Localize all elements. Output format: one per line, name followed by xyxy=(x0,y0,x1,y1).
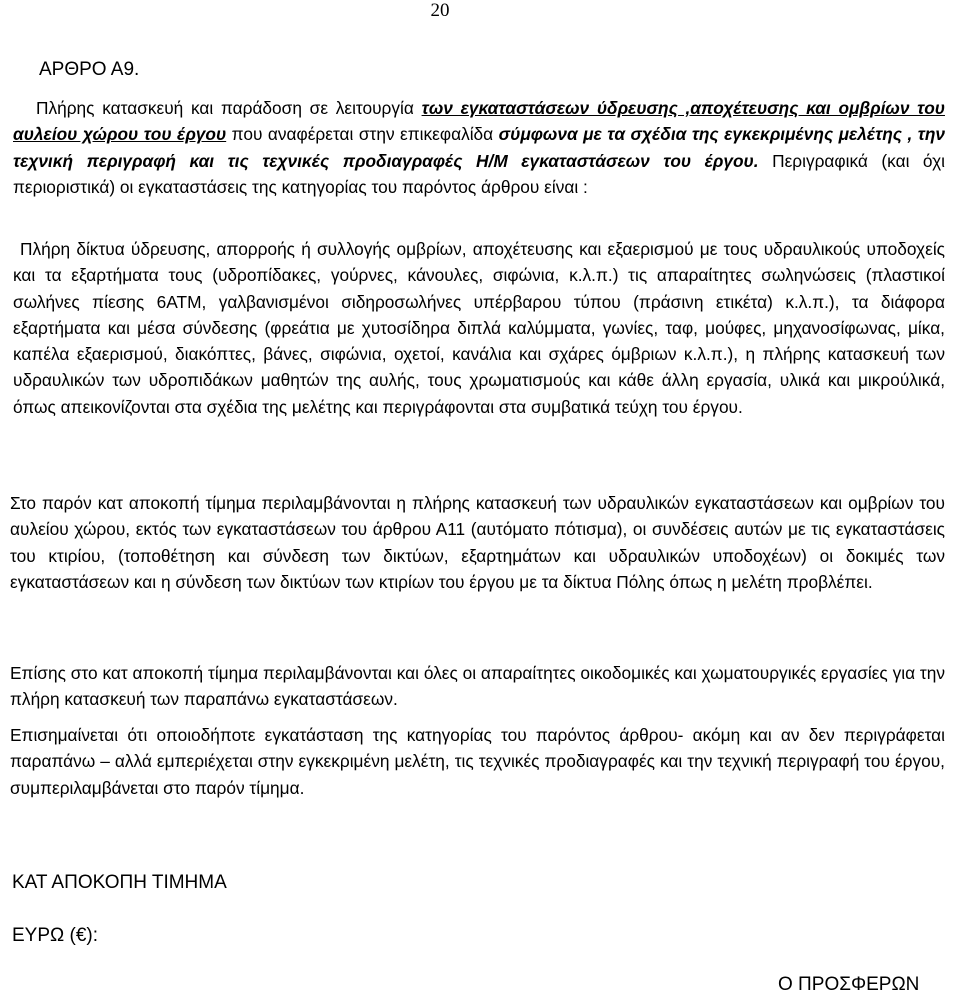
works-description: των εγκαταστάσεων ύδρευσης ,αποχέτευσης και ομβρίων του αυλείου χώρου του έργου xyxy=(13,98,945,145)
scope-intro: Πλήρης κατασκευή και παράδοση σε λειτουργία xyxy=(36,98,422,118)
scope-tail: Περιγραφικά (και όχι περιοριστικά) οι εγκαταστάσεις της κατηγορίας του παρόντος άρθρου είναι : xyxy=(13,150,945,197)
lump-sum-inclusions-paragraph: Στο παρόν κατ αποκοπή τίμημα περιλαμβάνονται η πλήρης κατασκευή των υδραυλικών εγκαταστάσεων και ομβρίων του αυλείου χώρου, εκτός των εγκαταστάσεων του άρθρου Α11 (αυτόματο πότισμα), οι συνδέσεις αυτών με τις εγκαταστάσεις του κτιρίου, (τοποθέτηση και σύνδεση των δικτύων, εξαρτημάτων και υδραυλικών υποδοχέων) οι δοκιμές των εγκαταστάσεων και η σύνδεση των δικτύων των κτιρίων του έργου με τα δίκτυα Πόλης όπως η μελέτη προβλέπει. xyxy=(10,493,945,592)
bidder-label: Ο ΠΡΟΣΦΕΡΩΝ xyxy=(778,974,920,995)
article-title: ΑΡΘΡΟ Α9. xyxy=(39,59,140,80)
earthworks-paragraph: Επίσης στο κατ αποκοπή τίμημα περιλαμβάνονται και όλες οι απαραίτητες οικοδομικές και χωματουργικές εργασίες για την πλήρη κατασκευή των παραπάνω εγκαταστάσεων. xyxy=(10,663,945,710)
lump-sum-label: ΚΑΤ ΑΠΟΚΟΠΗ ΤΙΜΗΜΑ xyxy=(12,872,227,893)
page-number: 20 xyxy=(430,0,450,21)
scope-mid: που αναφέρεται στην επικεφαλίδα xyxy=(226,124,499,145)
euro-amount-label: ΕΥΡΩ (€): xyxy=(12,925,99,946)
note-paragraph: Επισημαίνεται ότι οποιοδήποτε εγκατάσταση της κατηγορίας του παρόντος άρθρου- ακόμη και αν δεν περιγράφεται παραπάνω – αλλά εμπεριέχεται στην εγκεκριμένη μελέτη, τις τεχνικές προδιαγραφές και την τεχνική περιγραφή του έργου, συμπεριλαμβάνεται στο παρόν τίμημα. xyxy=(10,725,945,798)
installations-list-paragraph: Πλήρη δίκτυα ύδρευσης, απορροής ή συλλογής ομβρίων, αποχέτευσης και εξαερισμού με τους υδραυλικούς υποδοχείς και τα εξαρτήματα τους (υδροπίδακες, γούρνες, κάνουλες, σιφώνια, κ.λ.π.) τις απαραίτητες σωληνώσεις (πλαστικοί σωλήνες πίεσης 6ΑΤΜ, γαλβανισμένοι σιδηροσωλήνες υπέρβαρου τύπου (πράσινη ετικέτα) κ.λ.π.), τα διάφορα εξαρτήματα και μέσα σύνδεσης (φρεάτια με χυτοσίδηρα διπλά καλύμματα, γωνίες, ταφ, μούφες, μηχανοσίφωνας, μίκα, καπέλα εξαερισμού, διακόπτες, βάνες, σιφώνια, οχετοί, κανάλια και σχάρες όμβριων κ.λ.π.), η πλήρης κατασκευή των υδραυλικών των υδροπιδάκων μαθητών της αυλής, τους χρωματισμούς και κάθε άλλη εργασία, υλικά και μικρούλικά, όπως απεικονίζονται στα σχέδια της μελέτης και περιγράφονται στα συμβατικά τεύχη του έργου. xyxy=(13,239,945,417)
scope-paragraph xyxy=(13,95,945,200)
compliance-clause: σύμφωνα με τα σχέδια της εγκεκριμένης μελέτης , την τεχνική περιγραφή και τις τεχνικές προδιαγραφές Η/Μ εγκαταστάσεων του έργου. xyxy=(13,124,945,171)
